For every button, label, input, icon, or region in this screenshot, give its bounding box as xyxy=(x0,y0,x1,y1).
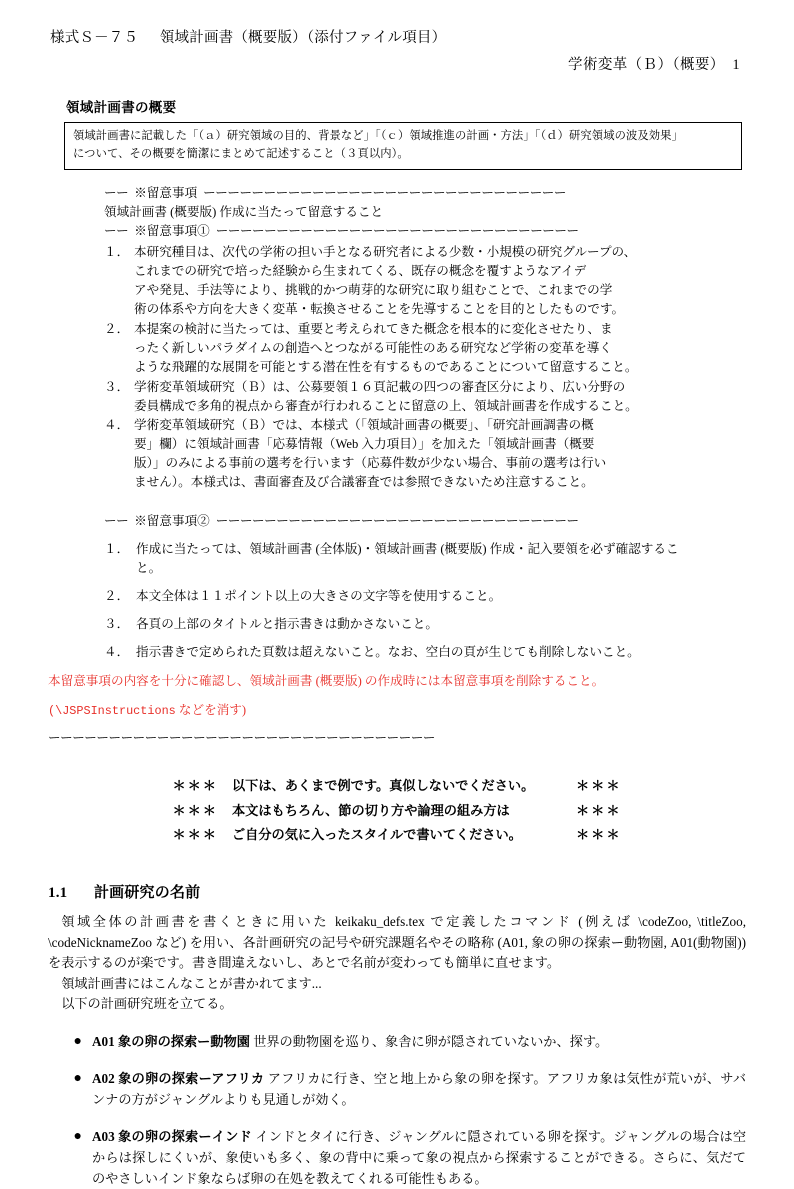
example-notice xyxy=(48,774,746,847)
list-item-text: インドとタイに行き、ジャングルに隠されている卵を探す。ジャングルの場合は空からは探しにくいが、象使いも多く、象の背中に乗って象の視点から探索することができる。さらに、気だてのやさしいインド象ならば卵の在処を教えてくれる可能性もある。 xyxy=(92,1129,747,1187)
item-line: ような飛躍的な展開を可能とする潜在性を有するものであることについて留意すること。 xyxy=(134,359,638,374)
item-text xyxy=(136,540,746,578)
bullet-icon: ● xyxy=(73,1070,82,1086)
notes2-dash-prefix: ーー xyxy=(104,514,129,528)
section-heading xyxy=(48,881,746,902)
list-item xyxy=(104,243,746,319)
notes1-dash-prefix: ーー xyxy=(104,224,129,239)
bullet-icon: ● xyxy=(73,1129,82,1145)
item-number: ４． xyxy=(104,418,130,433)
document-kind: 学術変革（Ｂ）（概要） 1 xyxy=(568,57,740,73)
example-notice-text: 本文はもちろん、節の切り方や論理の組み方は xyxy=(232,802,510,818)
form-header xyxy=(50,26,746,47)
notes-block xyxy=(48,184,746,748)
example-notice-row xyxy=(172,774,621,798)
item-line: と。 xyxy=(136,561,162,576)
list-item-label: A01 象の卵の探索ー動物園 xyxy=(92,1033,250,1049)
notes2-heading-label: ※留意事項② xyxy=(134,514,210,528)
form-title: 領域計画書（概要版）（添付ファイル項目） xyxy=(159,30,447,46)
stars-right: ＊＊＊ xyxy=(576,778,622,794)
section-number: 1.1 xyxy=(48,885,68,902)
item-text xyxy=(134,416,746,492)
item-number: ３． xyxy=(104,617,130,632)
example-notice-row xyxy=(172,823,621,847)
list-item xyxy=(104,643,746,662)
bullet-icon: ● xyxy=(73,1033,82,1049)
section-paragraph-2: 領域計画書にはこんなことが書かれてます... xyxy=(61,975,322,991)
item-text xyxy=(134,378,746,416)
item-line: 版）」のみによる事前の選考を行います（応募件数が少ない場合、事前の選考は行い xyxy=(134,456,607,471)
item-line: 要」欄）に領域計画書「応募情報（Web 入力項目）」を加えた「領域計画書（概要 xyxy=(134,437,595,452)
overview-section-title: 領域計画書の概要 xyxy=(66,100,177,115)
stars-right: ＊＊＊ xyxy=(576,826,622,842)
notes-red-warning-1: 本留意事項の内容を十分に確認し、領域計画書 (概要版) の作成時には本留意事項を削除すること。 xyxy=(48,674,605,689)
plan-research-list xyxy=(48,1031,746,1189)
notes-heading xyxy=(104,184,746,203)
notes2-list xyxy=(104,540,746,662)
item-number: ２． xyxy=(104,321,130,336)
list-item xyxy=(48,1126,746,1189)
item-line: 学術変革領域研究（Ｂ）は、公募要領１６頁記載の四つの審査区分により、広い分野の xyxy=(134,379,626,394)
list-item xyxy=(104,615,746,634)
section-paragraph-3: 以下の計画研究班を立てる。 xyxy=(61,996,233,1012)
example-notice-text: 以下は、あくまで例です。真似しないでください。 xyxy=(232,778,535,794)
overview-instruction-line-2: について、その概要を簡潔にまとめて記述すること（３頁以内）。 xyxy=(73,147,409,160)
example-notice-text: ご自分の気に入ったスタイルで書いてください。 xyxy=(232,826,522,842)
item-line: 作成に当たっては、領域計画書 (全体版)・領域計画書 (概要版) 作成・記入要領を必ず確認するこ xyxy=(136,542,679,557)
item-line: 本提案の検討に当たっては、重要と考えられてきた概念を根本的に変化させたり、ま xyxy=(134,321,613,336)
list-item-label: A02 象の卵の探索ーアフリカ xyxy=(92,1070,265,1086)
section-title: 計画研究の名前 xyxy=(93,885,201,902)
notes-dash-suffix: ーーーーーーーーーーーーーーーーーーーーーーーーーーーーーー xyxy=(203,186,566,200)
item-number: １． xyxy=(104,542,130,557)
item-line: これまでの研究で培った経験から生まれてくる、既存の概念を覆すようなアイデ xyxy=(134,264,587,279)
list-item-content xyxy=(92,1068,746,1110)
notes1-heading xyxy=(104,222,746,241)
notes-heading-label: ※留意事項 xyxy=(134,186,198,200)
list-item xyxy=(104,587,746,606)
stars-right: ＊＊＊ xyxy=(576,802,622,818)
stars-left: ＊＊＊ xyxy=(172,826,218,842)
item-line: 委員構成で多角的視点から審査が行われることに留意の上、領域計画書を作成すること。 xyxy=(134,398,638,413)
item-text: 本文全体は１１ポイント以上の大きさの文字等を使用すること。 xyxy=(136,588,502,603)
overview-instruction-box xyxy=(64,122,742,170)
item-text xyxy=(134,243,746,319)
notes-dash-prefix: ーー xyxy=(104,186,129,200)
item-line: アや発見、手法等により、挑戦的かつ萌芽的な研究に取り組むことで、これまでの学 xyxy=(134,283,613,298)
notes-red-warning-2 xyxy=(48,701,746,721)
item-number: ２． xyxy=(104,588,130,603)
item-line: 学術変革領域研究（Ｂ）では、本様式（「領域計画書の概要」、「研究計画調書の概 xyxy=(134,418,594,433)
item-text xyxy=(134,320,746,377)
notes-intro: 領域計画書 (概要版) 作成に当たって留意すること xyxy=(104,205,384,220)
list-item xyxy=(104,378,746,416)
list-item xyxy=(48,1068,746,1110)
notes1-list xyxy=(104,243,746,492)
item-line: 術の体系や方向を大きく変革・転換させることを先導することを目的としたものです。 xyxy=(134,302,625,317)
section-paragraph-1: 領域全体の計画書を書くときに用いた keikaku_defs.tex で定義したコマンド (例えば \codeZoo, \titleZoo, \codeNicknameZoo など) を用い、各計画研究の記号や研究課題名やその略称 (A01, 象の卵の探索ー動物園, A01(動物園)) を表示するのが楽です。書き間違えないし、あとで名前が変わっても簡単に直せます。 xyxy=(48,914,746,971)
stars-left: ＊＊＊ xyxy=(172,778,218,794)
list-item xyxy=(48,1031,746,1052)
form-code: 様式Ｓ－７５ xyxy=(50,30,139,46)
item-text: 指示書きで定められた頁数は超えないこと。なお、空白の頁が生じても削除しないこと。 xyxy=(136,645,640,660)
item-number: １． xyxy=(104,245,130,260)
item-line: ったく新しいパラダイムの創造へとつながる可能性のある研究など学術の変革を導く xyxy=(134,340,612,355)
list-item-text: アフリカに行き、空と地上から象の卵を探す。アフリカ象は気性が荒いが、サバンナの方がジャングルよりも見通しが効く。 xyxy=(92,1070,747,1107)
list-item xyxy=(104,540,746,578)
item-number: ３． xyxy=(104,379,130,394)
item-line: ません）。本様式は、書面審査及び合議審査では参照できないため注意すること。 xyxy=(134,475,594,490)
example-notice-row xyxy=(172,799,621,823)
notes2-heading xyxy=(104,512,746,531)
item-text: 各頁の上部のタイトルと指示書きは動かさないこと。 xyxy=(136,617,438,632)
list-item-content xyxy=(92,1126,746,1189)
latex-command-suffix: などを消す) xyxy=(178,703,247,718)
stars-left: ＊＊＊ xyxy=(172,802,218,818)
notes-closing-rule: ーーーーーーーーーーーーーーーーーーーーーーーーーーーーーーーー xyxy=(48,731,435,745)
notes1-heading-label: ※留意事項① xyxy=(134,224,210,239)
item-line: 本研究種目は、次代の学術の担い手となる研究者による少数・小規模の研究グループの、 xyxy=(134,245,637,260)
list-item-label: A03 象の卵の探索ーインド xyxy=(92,1129,252,1145)
list-item xyxy=(104,416,746,492)
list-item xyxy=(104,320,746,377)
list-item-content xyxy=(92,1031,746,1052)
notes2-dash-suffix: ーーーーーーーーーーーーーーーーーーーーーーーーーーーーーー xyxy=(215,514,579,528)
item-number: ４． xyxy=(104,645,130,660)
overview-instruction-line-1: 領域計画書に記載した「（ａ）研究領域の目的、背景など」「（ｃ）領域推進の計画・方法」「（ｄ）研究領域の波及効果」 xyxy=(73,130,683,142)
notes1-dash-suffix: ーーーーーーーーーーーーーーーーーーーーーーーーーーーーーー xyxy=(215,224,579,239)
latex-command: (\JSPSInstructions xyxy=(48,704,176,719)
list-item-text: 世界の動物園を巡り、象舎に卵が隠されていないか、探す。 xyxy=(253,1033,609,1049)
